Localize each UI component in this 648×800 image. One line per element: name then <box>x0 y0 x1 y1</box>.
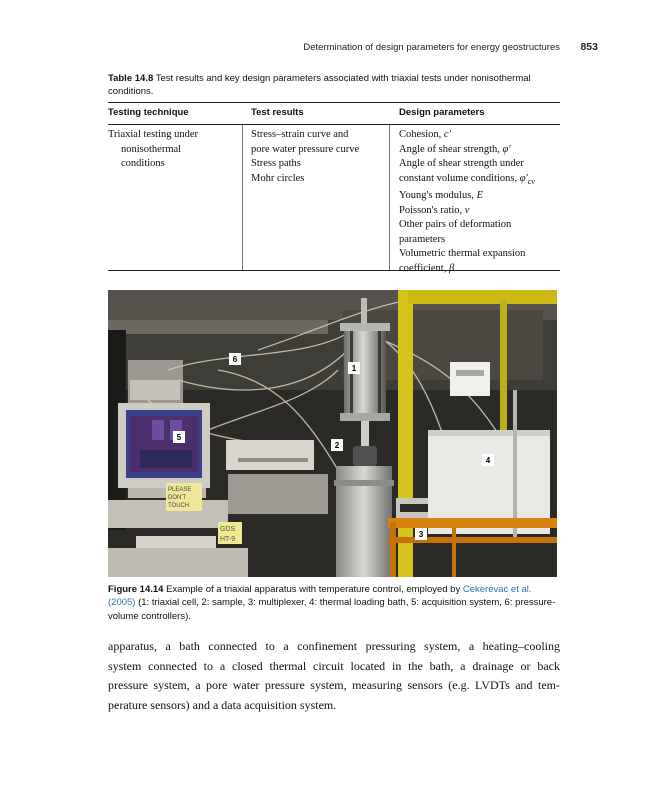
poisson-symbol: ν <box>464 204 470 216</box>
results-line: Stress paths <box>251 158 301 169</box>
column-divider <box>389 125 390 270</box>
page-number: 853 <box>580 41 598 53</box>
param-other-line1: Other pairs of deformation <box>399 219 512 231</box>
results-line: Mohr circles <box>251 172 305 184</box>
citation-link[interactable]: Cekerevac et al. (2005) <box>108 584 532 609</box>
svg-text:2: 2 <box>334 441 340 450</box>
svg-text:1: 1 <box>351 364 357 373</box>
young-symbol: E <box>476 190 483 202</box>
body-line: apparatus, a bath connected to a confinement pressuring system, a heating–cooling <box>108 639 560 653</box>
cohesion-symbol: c′ <box>443 129 451 140</box>
running-header <box>0 42 648 58</box>
figure-label: Figure 14.14 <box>108 584 164 595</box>
results-line: Stress–strain curve and <box>251 129 349 140</box>
svg-text:3: 3 <box>418 530 424 539</box>
param-cohesion: Cohesion, c′ <box>399 129 451 140</box>
body-line: perature sensors) and a data acquisition system. <box>108 697 337 712</box>
technique-cell <box>108 128 198 172</box>
table-caption-text: Test results and key design parameters associated with triaxial tests under nonisothermal conditions. <box>108 73 531 97</box>
svg-text:4: 4 <box>485 456 491 465</box>
column-header-results: Test results <box>251 107 304 118</box>
cv-symbol: φ′ <box>519 172 528 184</box>
friction-symbol: φ′ <box>502 143 511 155</box>
running-title: Determination of design parameters for energy geostructures <box>303 42 560 53</box>
table-label: Table 14.8 <box>108 73 154 84</box>
table-top-rule <box>108 102 560 103</box>
cv-subscript: cv <box>527 176 535 186</box>
param-cv-line1: Angle of shear strength under <box>399 158 524 169</box>
technique-line: conditions <box>121 158 165 169</box>
figure-photo <box>108 290 557 577</box>
param-cv-line2: constant volume conditions, $\varphi'_{cv}$ <box>399 172 535 186</box>
svg-text:6: 6 <box>232 355 238 364</box>
technique-line: nonisothermal <box>121 143 182 155</box>
parameters-cell <box>399 128 535 276</box>
svg-text:PLEASE: PLEASE <box>168 487 192 493</box>
results-line: pore water pressure curve <box>251 143 360 155</box>
figure-caption-post: (1: triaxial cell, 2: sample, 3: multiplexer, 4: thermal loading bath, 5: acquisition system, 6: pressure-volume controllers). <box>108 597 556 622</box>
svg-text:5: 5 <box>176 433 182 442</box>
param-young: Young's modulus, E <box>399 190 483 202</box>
body-line: pressure system, a pore water pressure system, measuring sensors (e.g. LVDTs and tem- <box>108 678 560 693</box>
column-header-technique: Testing technique <box>108 107 189 118</box>
body-paragraph <box>108 637 560 715</box>
yellow-frame <box>398 290 413 577</box>
figure-caption <box>108 583 560 623</box>
thermal-symbol: β <box>448 262 455 274</box>
table-header-rule <box>108 124 560 125</box>
param-poisson: Poisson's ratio, ν <box>399 204 470 216</box>
param-thermal-line2: coefficient, β <box>399 262 455 274</box>
svg-text:GDS: GDS <box>220 526 236 533</box>
figure-caption-pre: Example of a triaxial apparatus with temperature control, employed by <box>166 584 461 595</box>
param-friction: Angle of shear strength, φ′ <box>399 143 511 155</box>
pv-controller <box>226 440 314 470</box>
table-caption <box>108 72 560 98</box>
column-header-parameters: Design parameters <box>399 107 485 118</box>
param-thermal-line1: Volumetric thermal expansion <box>399 248 526 260</box>
technique-line: Triaxial testing under <box>108 129 199 140</box>
results-cell <box>251 128 359 186</box>
keyboard <box>136 536 216 550</box>
body-line: system connected to a closed thermal circuit located in the bath, a drainage or back <box>108 658 560 673</box>
param-other-line2: parameters <box>399 233 446 245</box>
column-divider <box>242 125 243 270</box>
svg-text:HT-9: HT-9 <box>220 536 236 543</box>
svg-text:DON'T: DON'T <box>168 495 187 501</box>
svg-text:TOUCH: TOUCH <box>168 503 190 509</box>
